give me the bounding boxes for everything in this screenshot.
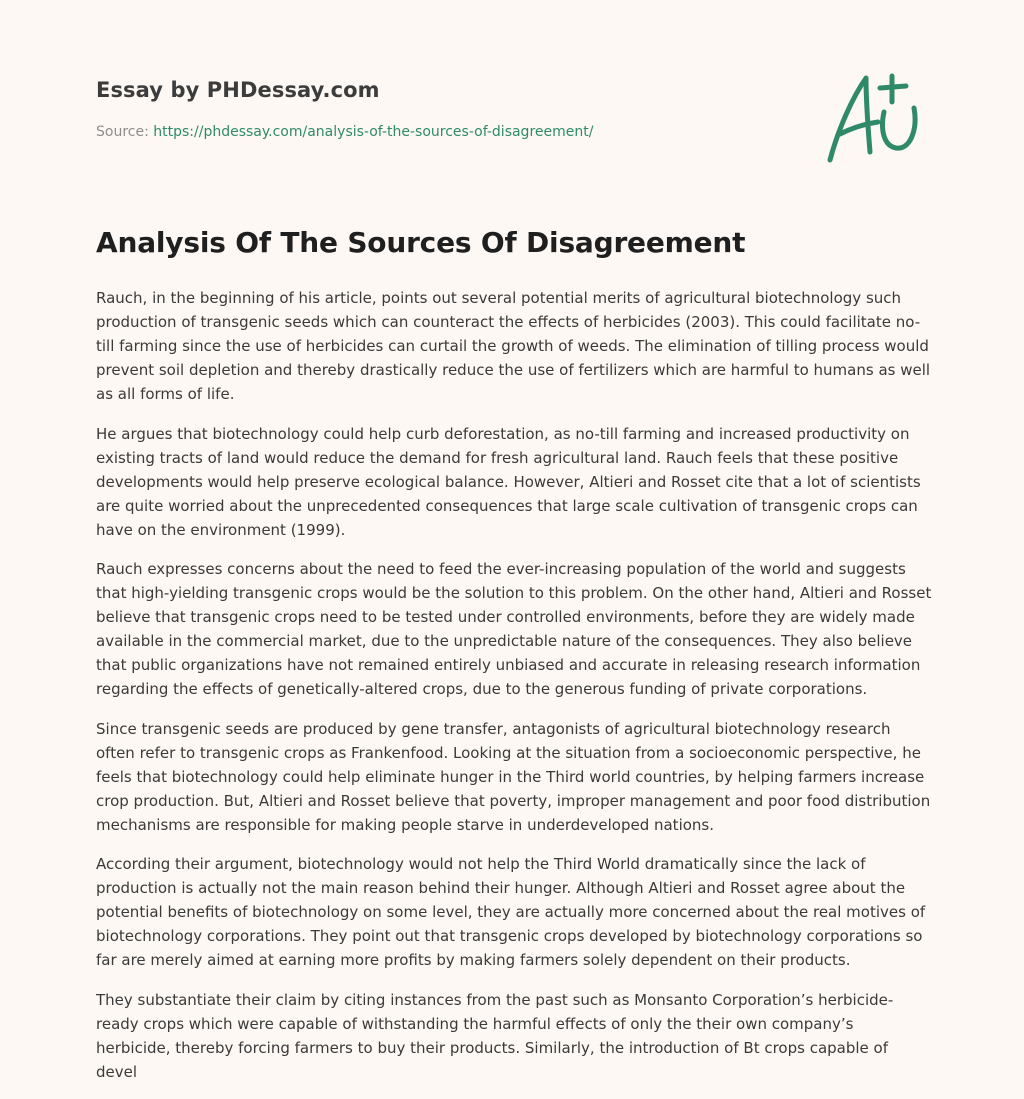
article-paragraph: Rauch, in the beginning of his article, points out several potential merits of agricultural biotechnology such production of transgenic seeds which can counteract the effects of herbicides (2003). This could facilitate no-till farming since the use of herbicides can curtail the growth of weeds. The elimination of tilling process would prevent soil depletion and thereby drastically reduce the use of fertilizers which are harmful to humans as well as all forms of life. [96,289,931,403]
article-paragraph: According their argument, biotechnology would not help the Third World dramatically since the lack of production is actually not the main reason behind their hunger. Although Altieri and Rosset agree about the potential benefits of biotechnology on some level, they are actually more concerned about the real motives of biotechnology corporations. They point out that transgenic crops developed by biotechnology corporations so far are merely aimed at earning more profits by making farmers solely dependent on their products. [96,855,926,969]
article-paragraph: Since transgenic seeds are produced by gene transfer, antagonists of agricultural biotechnology research often refer to transgenic crops as Frankenfood. Looking at the situation from a socioeconomic perspective, he feels that biotechnology could help eliminate hunger in the Third world countries, by helping farmers increase crop production. But, Altieri and Rosset believe that poverty, improper management and poor food distribution mechanisms are responsible for making people starve in underdeveloped nations. [96,719,931,834]
article-body [96,286,932,1099]
source-link[interactable]: https://phdessay.com/analysis-of-the-sources-of-disagreement/ [153,124,594,140]
source-line [96,124,696,140]
page-header [96,78,696,140]
page-title: Analysis Of The Sources Of Disagreement [96,226,746,259]
site-brand: Essay by PHDessay.com [96,78,380,102]
article-paragraph: Rauch expresses concerns about the need to feed the ever-increasing population of the world and suggests that high-yielding transgenic crops would be the solution to this problem. On the other hand, Altieri and Rosset believe that transgenic crops need to be tested under controlled environments, before they are widely made available in the commercial market, due to the unpredictable nature of the consequences. They also believe that public organizations have not remained entirely unbiased and accurate in releasing research information regarding the effects of genetically-altered crops, due to the generous funding of private corporations. [96,560,932,698]
article-paragraph: He argues that biotechnology could help curb deforestation, as no-till farming and increased productivity on existing tracts of land would reduce the demand for fresh agricultural land. Rauch feels that these positive developments would help preserve ecological balance. However, Altieri and Rosset cite that a lot of scientists are quite worried about the unprecedented consequences that large scale cultivation of transgenic crops can have on the environment (1999). [96,424,921,539]
source-label: Source: [96,124,149,140]
article-paragraph: They substantiate their claim by citing instances from the past such as Monsanto Corporation’s herbicide-ready crops which were capable of withstanding the harmful effects of only the their own company’s herbicide, thereby forcing farmers to buy their products. Similarly, the introduction of Bt crops capable of devel [96,990,894,1081]
a-plus-logo-icon [822,68,930,166]
